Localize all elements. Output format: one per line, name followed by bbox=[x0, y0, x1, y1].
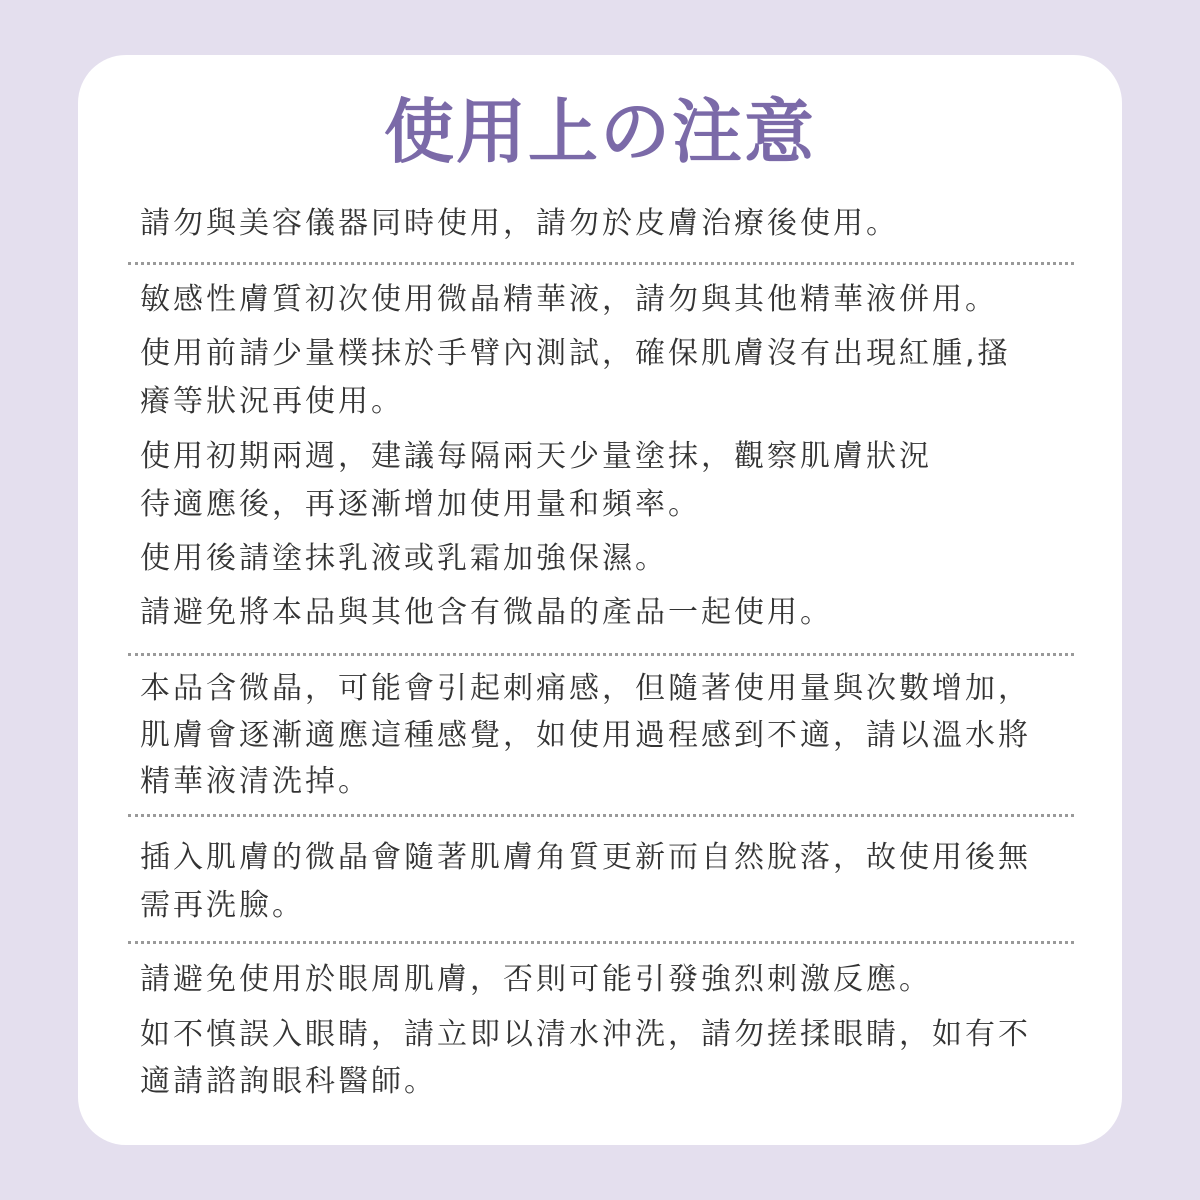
notice-line: 請避免使用於眼周肌膚，否則可能引發強烈刺激反應。 bbox=[140, 962, 932, 997]
notice-line: 本品含微晶，可能會引起刺痛感，但隨著使用量與次數增加， bbox=[140, 671, 1031, 706]
notice-line: 癢等狀況再使用。 bbox=[140, 384, 404, 419]
notice-line: 使用前請少量樸抹於手臂內測試，確保肌膚沒有出現紅腫,搔 bbox=[140, 336, 1011, 371]
notice-line: 敏感性膚質初次使用微晶精華液，請勿與其他精華液併用。 bbox=[140, 282, 998, 317]
notice-line: 使用後請塗抹乳液或乳霜加強保濕。 bbox=[140, 541, 668, 576]
notice-line: 適請諮詢眼科醫師。 bbox=[140, 1064, 437, 1099]
dotted-divider bbox=[128, 262, 1074, 265]
dotted-divider bbox=[128, 814, 1074, 817]
notice-line: 插入肌膚的微晶會隨著肌膚角質更新而自然脫落，故使用後無 bbox=[140, 840, 1031, 875]
notice-line: 如不慎誤入眼睛，請立即以清水沖洗，請勿搓揉眼睛，如有不 bbox=[140, 1017, 1031, 1052]
notice-line: 需再洗臉。 bbox=[140, 888, 305, 923]
dotted-divider bbox=[128, 941, 1074, 944]
notice-line: 使用初期兩週，建議每隔兩天少量塗抹，觀察肌膚狀況 bbox=[140, 439, 932, 474]
notice-line: 請避免將本品與其他含有微晶的產品一起使用。 bbox=[140, 595, 833, 630]
page-title: 使用上の注意 bbox=[384, 91, 816, 173]
dotted-divider bbox=[128, 653, 1074, 656]
notice-line: 精華液清洗掉。 bbox=[140, 764, 371, 799]
notice-line: 請勿與美容儀器同時使用，請勿於皮膚治療後使用。 bbox=[140, 206, 899, 241]
notice-line: 肌膚會逐漸適應這種感覺，如使用過程感到不適，請以溫水將 bbox=[140, 718, 1031, 753]
notice-line: 待適應後，再逐漸增加使用量和頻率。 bbox=[140, 487, 701, 522]
